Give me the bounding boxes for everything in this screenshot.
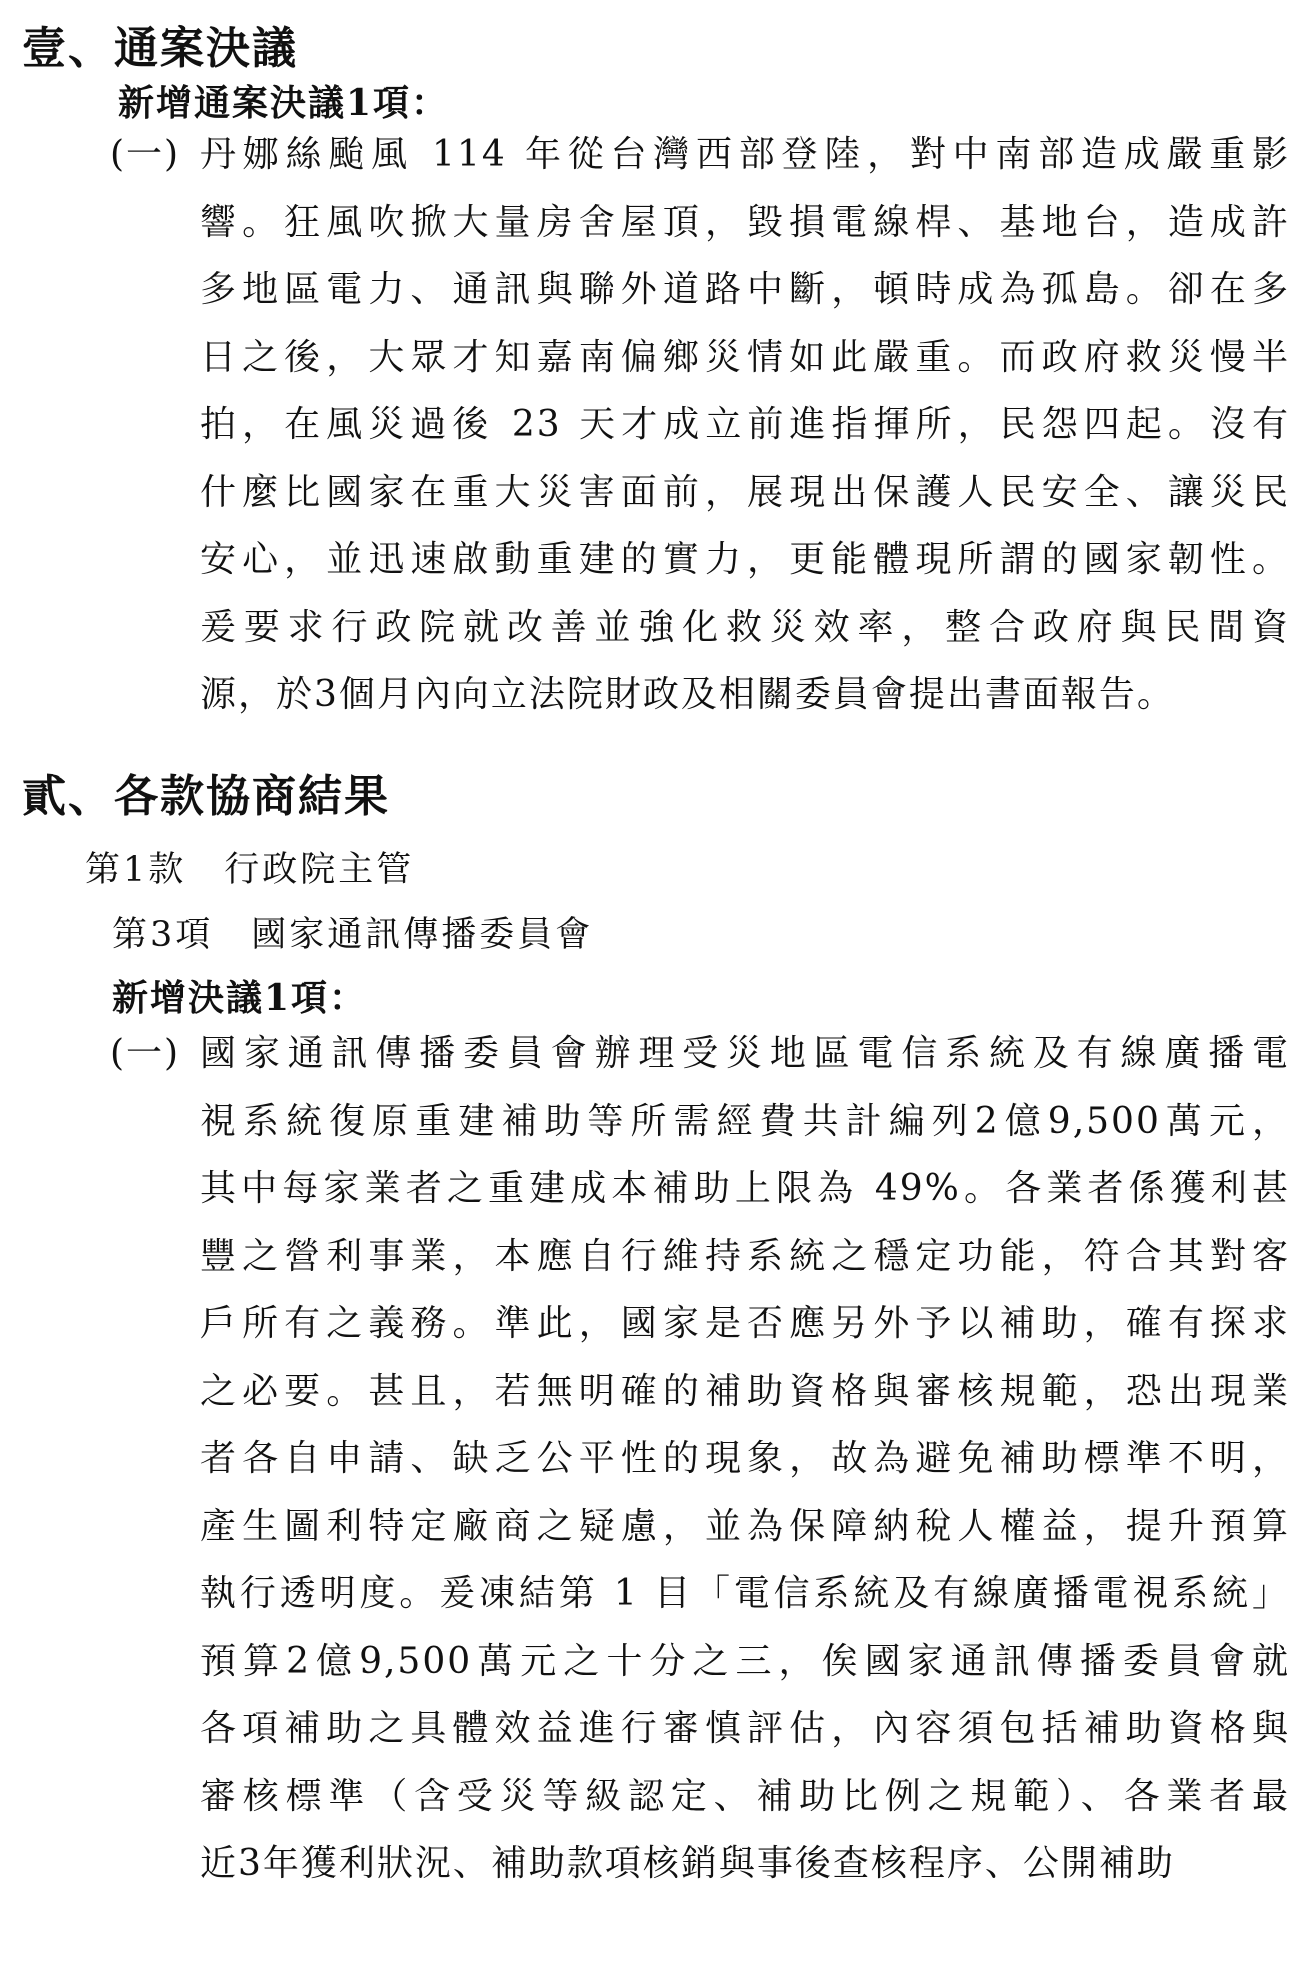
text-line: 產生圖利特定廠商之疑慮，並為保障納稅人權益，提升預算	[200, 1505, 1290, 1547]
section2-heading: 貳、各款協商結果	[22, 771, 390, 822]
text-line: 視系統復原重建補助等所需經費共計編列2億9,500萬元，	[200, 1100, 1290, 1142]
xiang-label: 第3項 國家通訊傳播委員會	[112, 915, 594, 955]
text-line: 之必要。甚且，若無明確的補助資格與審核規範，恐出現業	[200, 1370, 1290, 1412]
text-line: 多地區電力、通訊與聯外道路中斷，頓時成為孤島。卻在多	[200, 269, 1290, 310]
text-line: 審核標準（含受災等級認定、補助比例之規範）、各業者最	[200, 1775, 1290, 1817]
section1-item-1	[110, 121, 1290, 729]
text-line: 安心，並迅速啟動重建的實力，更能體現所謂的國家韌性。	[200, 539, 1290, 580]
text-line: 日之後，大眾才知嘉南偏鄉災情如此嚴重。而政府救災慢半	[200, 336, 1290, 378]
kuan-label: 第1款 行政院主管	[85, 850, 415, 890]
text-line: 拍，在風災過後 23 天才成立前進指揮所，民怨四起。沒有	[200, 404, 1290, 445]
text-line: 爰要求行政院就改善並強化救災效率，整合政府與民間資	[200, 606, 1290, 648]
text-line: 國家通訊傳播委員會辦理受災地區電信系統及有線廣播電	[200, 1033, 1290, 1074]
item-body	[200, 121, 1290, 729]
text-line: 各項補助之具體效益進行審慎評估，內容須包括補助資格與	[200, 1708, 1290, 1749]
text-line: 者各自申請、缺乏公平性的現象，故為避免補助標準不明，	[200, 1438, 1290, 1479]
section2-item-1	[110, 1020, 1290, 1898]
item-number: (一)	[110, 134, 181, 175]
text-line: 丹娜絲颱風 114 年從台灣西部登陸，對中南部造成嚴重影	[200, 134, 1290, 175]
text-line: 源，於3個月內向立法院財政及相關委員會提出書面報告。	[200, 674, 1175, 715]
text-line: 其中每家業者之重建成本補助上限為 49%。各業者係獲利甚	[200, 1168, 1290, 1209]
section2-subheading: 新增決議1項：	[112, 977, 368, 1019]
item-body	[200, 1020, 1290, 1898]
section1-subheading: 新增通案決議1項：	[118, 82, 450, 124]
item-number: (一)	[110, 1033, 181, 1074]
text-line: 豐之營利事業，本應自行維持系統之穩定功能，符合其對客	[200, 1235, 1290, 1277]
section1-heading: 壹、通案決議	[22, 23, 298, 74]
text-line: 預算2億9,500萬元之十分之三，俟國家通訊傳播委員會就	[200, 1640, 1290, 1682]
text-line: 戶所有之義務。準此，國家是否應另外予以補助，確有探求	[200, 1303, 1290, 1344]
text-line: 執行透明度。爰凍結第 1 目「電信系統及有線廣播電視系統」	[200, 1573, 1290, 1614]
text-line: 什麼比國家在重大災害面前，展現出保護人民安全、讓災民	[200, 471, 1290, 513]
text-line: 近3年獲利狀況、補助款項核銷與事後查核程序、公開補助	[200, 1843, 1175, 1884]
text-line: 響。狂風吹掀大量房舍屋頂，毀損電線桿、基地台，造成許	[200, 201, 1290, 243]
